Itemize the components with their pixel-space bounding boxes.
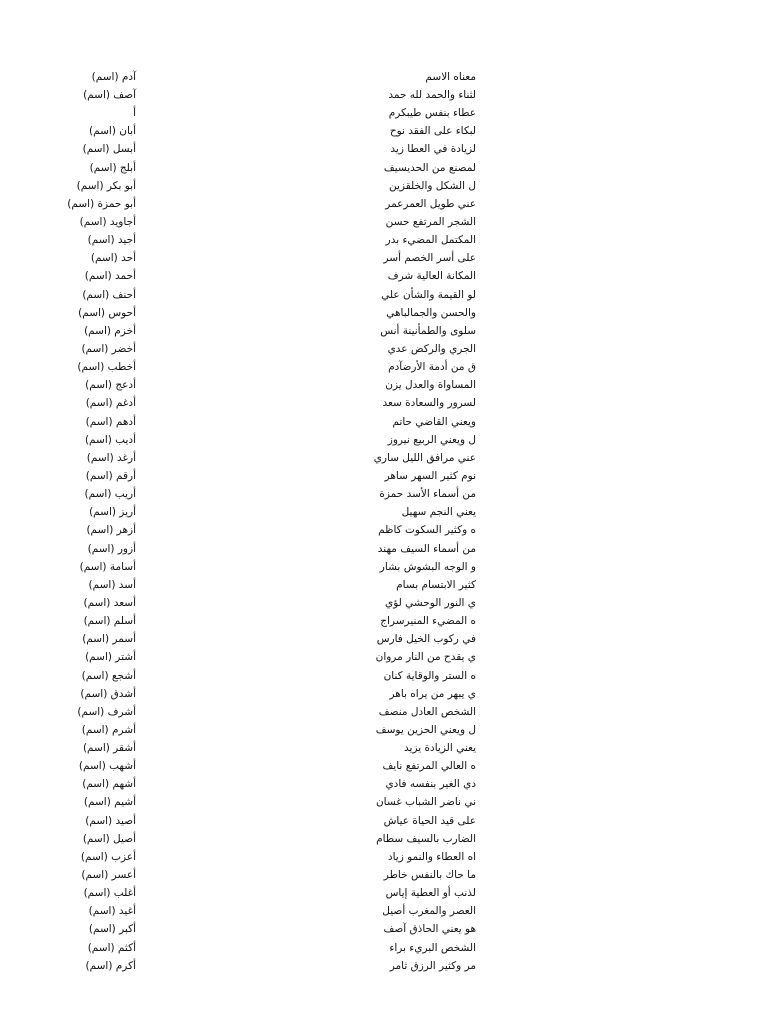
name-label-text: أحنف (اسم) <box>82 288 136 301</box>
name-label-text: أشجع (اسم) <box>81 669 136 682</box>
list-item <box>0 921 768 939</box>
name-label-text: أخزم (اسم) <box>84 324 136 337</box>
list-item <box>0 595 768 613</box>
name-label-text: أعسر (اسم) <box>81 869 136 882</box>
name-label-text: أكثم (اسم) <box>87 941 136 954</box>
name-meaning-text: والحسن والجمالباهي <box>386 306 476 319</box>
list-item <box>0 359 768 377</box>
name-meaning-text: ي النور الوحشي لؤي <box>384 596 476 609</box>
name-meaning-text: لسرور والسعادة سعد <box>382 397 476 410</box>
list-item <box>0 141 768 159</box>
list-item <box>0 305 768 323</box>
list-item <box>0 395 768 413</box>
name-label-text: أحوس (اسم) <box>78 306 136 319</box>
name-label-text: أ <box>133 107 136 120</box>
name-meaning-text: المساواة والعدل يزن <box>385 379 476 392</box>
list-item <box>0 105 768 123</box>
list-item <box>0 940 768 958</box>
name-meaning-text: مر وكثير الرزق ثامر <box>389 959 476 972</box>
name-meaning-text: من أسماء السيف مهند <box>377 542 476 555</box>
name-meaning-text: عني طويل العمرعمر <box>385 197 476 210</box>
name-label-text: أبو حمزة (اسم) <box>67 197 136 210</box>
name-label-text: أسمر (اسم) <box>82 633 136 646</box>
list-item <box>0 867 768 885</box>
name-meaning-text: ما حاك بالنفس خاطر <box>383 869 476 882</box>
name-meaning-text: ي يبهر من يراه باهر <box>389 687 476 700</box>
list-item <box>0 341 768 359</box>
list-item <box>0 722 768 740</box>
name-meaning-text: ل ويعني الربيع نيروز <box>387 433 476 446</box>
header-first-name: آدم (اسم) <box>91 71 136 83</box>
list-item <box>0 323 768 341</box>
name-meaning-text: لزيادة في العطا زيد <box>390 143 476 156</box>
header-row <box>0 69 768 85</box>
list-item <box>0 631 768 649</box>
name-meaning-text: على قيد الحياة عياش <box>383 814 476 827</box>
name-meaning-text: الضارب بالسيف سطام <box>376 832 476 845</box>
name-label-text: أشهم (اسم) <box>82 778 136 791</box>
name-meaning-text: ي يقدح من النار مروان <box>375 651 476 664</box>
list-item <box>0 432 768 450</box>
list-item <box>0 522 768 540</box>
name-meaning-text: من أسماء الأسد حمزة <box>379 488 476 501</box>
name-label-text: أعزب (اسم) <box>80 850 136 863</box>
name-label-text: أبان (اسم) <box>89 125 136 138</box>
name-meaning-text: على أسر الخصم أسر <box>383 252 476 265</box>
name-label-text: أزهر (اسم) <box>86 524 136 537</box>
list-item <box>0 287 768 305</box>
name-label-text: أسعد (اسم) <box>83 596 136 609</box>
name-meaning-text: لثناء والحمد لله حمد <box>388 89 476 101</box>
list-item <box>0 232 768 250</box>
list-item <box>0 613 768 631</box>
name-meaning-text: في ركوب الخيل فارس <box>376 633 476 646</box>
name-label-text: أدهم (اسم) <box>85 415 136 428</box>
list-item <box>0 123 768 141</box>
list-item <box>0 486 768 504</box>
name-label-text: أرقم (اسم) <box>85 469 136 482</box>
list-item <box>0 559 768 577</box>
name-meaning-text: ني ناضر الشباب غسان <box>375 796 476 809</box>
list-item <box>0 87 768 105</box>
list-item <box>0 668 768 686</box>
name-label-text: أرغد (اسم) <box>86 451 136 464</box>
name-label-text: أشرف (اسم) <box>77 705 136 718</box>
name-meaning-text: الشجر المرتفع حسن <box>385 215 476 228</box>
name-label-text: أصيل (اسم) <box>82 832 136 845</box>
list-item <box>0 268 768 286</box>
name-label-text: أدعج (اسم) <box>85 379 136 392</box>
name-label-text: أبلج (اسم) <box>89 161 136 174</box>
list-item <box>0 160 768 178</box>
name-label-text: أريز (اسم) <box>89 506 136 519</box>
name-meaning-text: الشخص البريء براء <box>389 941 476 954</box>
name-meaning-text: المكتمل المضيء بدر <box>385 234 476 247</box>
name-label-text: أبسل (اسم) <box>82 143 136 156</box>
name-label-text: أشرم (اسم) <box>81 723 136 736</box>
name-meaning-text: ه الستر والوقاية كنان <box>383 669 476 682</box>
name-label-text: أغلب (اسم) <box>83 887 136 900</box>
name-label-text: أحد (اسم) <box>90 252 136 265</box>
list-item <box>0 414 768 432</box>
name-label-text: أشدق (اسم) <box>80 687 136 700</box>
name-meaning-text: لبكاء على الفقد نوح <box>389 125 476 138</box>
list-item <box>0 541 768 559</box>
name-meaning-text: ل الشكل والخلقزين <box>389 179 476 192</box>
list-item <box>0 450 768 468</box>
list-item <box>0 740 768 758</box>
name-meaning-text: لو القيمة والشأن علي <box>381 288 476 301</box>
name-meaning-text: ل ويعني الحزين يوسف <box>375 723 476 736</box>
name-meaning-text: سلوى والطمأنينة أنس <box>380 324 476 337</box>
name-meaning-text: لمصنع من الحديسيف <box>383 161 476 174</box>
name-label-text: أدغم (اسم) <box>85 397 136 410</box>
header-meaning-name: معناه الاسم <box>425 71 476 83</box>
name-label-text: أشيم (اسم) <box>83 796 136 809</box>
name-meaning-text: يعني النجم سهيل <box>401 506 476 519</box>
name-meaning-text: العصر والمغرب أصيل <box>382 905 476 918</box>
list-item <box>0 903 768 921</box>
list-item <box>0 813 768 831</box>
name-label-text: آصف (اسم) <box>83 89 136 101</box>
list-item <box>0 794 768 812</box>
list-item <box>0 504 768 522</box>
name-meaning-text: عني مرافق الليل ساري <box>373 451 476 464</box>
name-meaning-text: عطاء بنفس طيبكرم <box>388 107 476 120</box>
name-meaning-text: و الوجه البشوش بشار <box>379 560 476 573</box>
name-meaning-text: لذنب أو العطية إياس <box>385 887 476 900</box>
name-meaning-text: دي الغير بنفسه فادي <box>385 778 476 791</box>
list-item <box>0 178 768 196</box>
name-meaning-text: المكانة العالية شرف <box>387 270 476 283</box>
name-label-text: أريب (اسم) <box>84 488 136 501</box>
name-meaning-text: ويعني القاضي حاتم <box>392 415 476 428</box>
name-meaning-text: ه العالي المرتفع نايف <box>382 760 476 773</box>
name-label-text: أكبر (اسم) <box>88 923 136 936</box>
list-item <box>0 885 768 903</box>
name-meaning-text: هو يعني الحاذق آصف <box>383 923 476 936</box>
names-list <box>0 87 768 976</box>
name-meaning-text: كثير الابتسام بسام <box>396 578 476 591</box>
list-item <box>0 686 768 704</box>
list-item <box>0 250 768 268</box>
list-item <box>0 577 768 595</box>
name-meaning-text: الجري والركض عدي <box>387 342 476 355</box>
name-label-text: أجاويد (اسم) <box>79 215 136 228</box>
list-item <box>0 704 768 722</box>
name-label-text: أجيد (اسم) <box>87 234 136 247</box>
name-label-text: أشتر (اسم) <box>85 651 136 664</box>
list-item <box>0 849 768 867</box>
list-item <box>0 758 768 776</box>
name-label-text: أزور (اسم) <box>87 542 136 555</box>
list-item <box>0 776 768 794</box>
name-label-text: أصيد (اسم) <box>85 814 136 827</box>
name-label-text: أديب (اسم) <box>84 433 136 446</box>
list-item <box>0 196 768 214</box>
list-item <box>0 958 768 976</box>
name-meaning-text: نوم كثير السهر ساهر <box>384 469 476 482</box>
list-item <box>0 377 768 395</box>
name-meaning-text: ه وكثير السكوت كاظم <box>378 524 476 537</box>
name-label-text: أخطب (اسم) <box>77 361 136 374</box>
name-label-text: أخضر (اسم) <box>81 342 136 355</box>
name-meaning-text: يعني الزيادة يزيد <box>404 742 476 755</box>
name-meaning-text: الشخص العادل منصف <box>378 705 476 718</box>
name-label-text: أسلم (اسم) <box>83 615 136 628</box>
name-meaning-text: ق من أدمة الأرضآدم <box>388 361 476 374</box>
name-label-text: أبو بكر (اسم) <box>76 179 136 192</box>
name-label-text: أشقر (اسم) <box>82 742 136 755</box>
name-meaning-text: ه المضيء المنيرسراج <box>380 615 476 628</box>
name-label-text: أسد (اسم) <box>88 578 136 591</box>
name-label-text: أحمد (اسم) <box>84 270 136 283</box>
name-label-text: أكرم (اسم) <box>85 959 136 972</box>
name-meaning-text: اه العطاء والنمو زياد <box>387 850 476 863</box>
list-item <box>0 468 768 486</box>
name-label-text: أشهب (اسم) <box>78 760 136 773</box>
list-item <box>0 214 768 232</box>
name-label-text: أسامة (اسم) <box>79 560 136 573</box>
name-label-text: أغيد (اسم) <box>88 905 136 918</box>
list-item <box>0 649 768 667</box>
list-item <box>0 831 768 849</box>
